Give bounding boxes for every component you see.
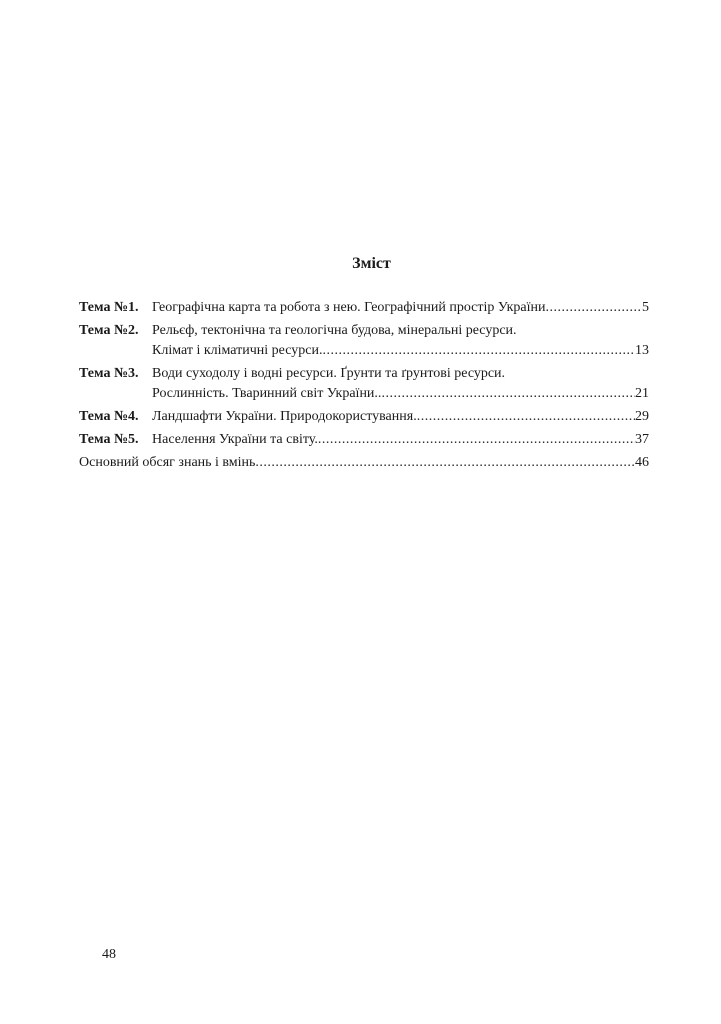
toc-entry-label: Тема №4.	[79, 409, 139, 424]
dot-leader	[545, 298, 642, 318]
toc-entry-5[interactable]	[79, 430, 649, 450]
toc-entry-page: 13	[635, 343, 649, 358]
page-number: 48	[102, 947, 116, 962]
table-of-contents	[79, 298, 649, 473]
toc-entry-label: Тема №2.	[79, 323, 139, 338]
toc-entry-summary[interactable]	[79, 453, 649, 473]
toc-entry-4[interactable]	[79, 407, 649, 427]
toc-entry-2[interactable]	[79, 321, 649, 361]
toc-entry-label: Тема №1.	[79, 300, 139, 315]
toc-entry-page: 5	[642, 300, 649, 315]
toc-entry-page: 37	[635, 432, 649, 447]
toc-entry-page: 46	[635, 455, 649, 470]
toc-entry-page: 21	[635, 386, 649, 401]
toc-entry-page: 29	[635, 409, 649, 424]
toc-entry-title: Рельєф, тектонічна та геологічна будова, мінеральні ресурси.	[152, 323, 517, 338]
toc-entry-title: Води суходолу і водні ресурси. Ґрунти та ґрунтові ресурси.	[152, 366, 506, 381]
toc-entry-title-continued: Клімат і кліматичні ресурси.	[152, 343, 323, 358]
toc-entry-title: Населення України та світу.	[152, 432, 318, 447]
dot-leader	[381, 384, 635, 404]
dot-leader	[322, 341, 635, 361]
toc-entry-label: Тема №5.	[79, 432, 139, 447]
toc-entry-label: Тема №3.	[79, 366, 139, 381]
dot-leader	[417, 407, 635, 427]
dot-leader	[318, 430, 635, 450]
toc-entry-3[interactable]	[79, 364, 649, 404]
toc-entry-1[interactable]	[79, 298, 649, 318]
toc-title: Зміст	[352, 255, 391, 272]
dot-leader	[255, 453, 635, 473]
toc-entry-title-continued: Рослинність. Тваринний світ України..	[152, 386, 382, 401]
toc-entry-title: Основний обсяг знань і вмінь	[79, 455, 256, 470]
toc-entry-title: Ландшафти України. Природокористування.	[152, 409, 417, 424]
toc-entry-title: Географічна карта та робота з нею. Географічний простір України	[152, 300, 546, 315]
